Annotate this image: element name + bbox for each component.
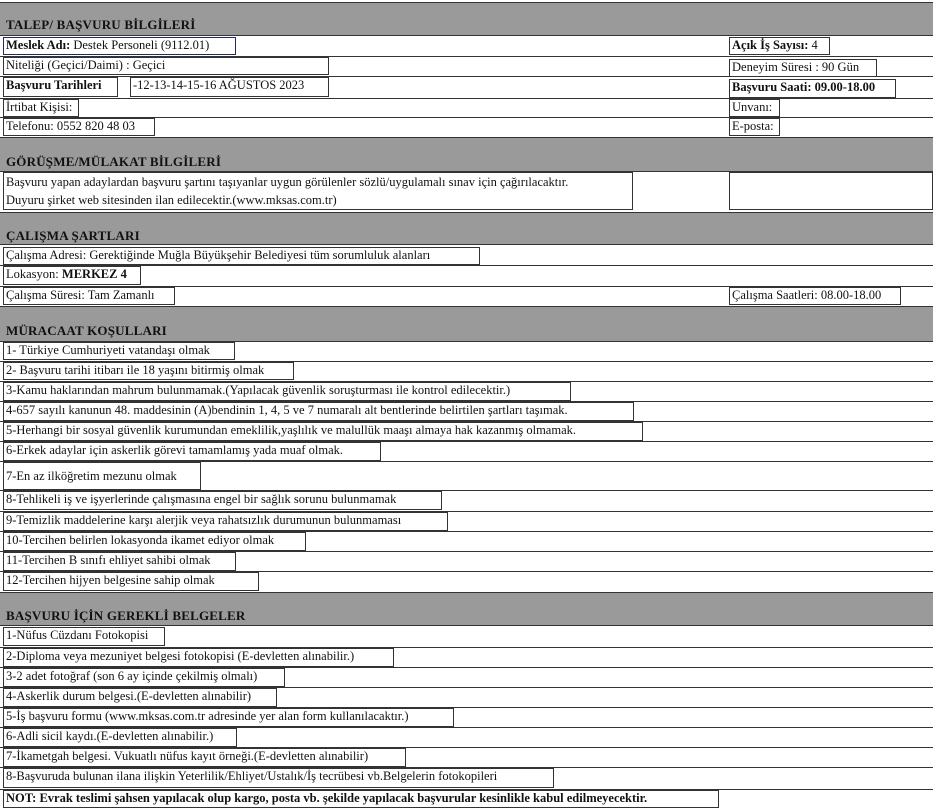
nitelik-field: Niteliği (Geçici/Daimi) : Geçici <box>3 57 329 75</box>
lokasyon-label: Lokasyon: <box>6 267 62 281</box>
table-rule <box>0 56 933 57</box>
irtibat-kisisi-field: İrtibat Kişisi: <box>3 99 79 117</box>
lokasyon-value: MERKEZ 4 <box>61 267 127 281</box>
table-rule <box>0 98 933 99</box>
table-rule <box>0 381 933 382</box>
muracaat-item: 11-Tercihen B sınıfı ehliyet sahibi olmak <box>3 552 236 571</box>
table-rule <box>0 727 933 728</box>
muracaat-item: 3-Kamu haklarından mahrum bulunmamak.(Yapılacak güvenlik soruşturması ile kontrol edilecektir.) <box>3 382 571 401</box>
gorusme-text <box>3 172 633 210</box>
table-rule <box>0 76 933 77</box>
table-rule <box>0 117 933 118</box>
table-rule <box>0 461 933 462</box>
muracaat-item: 2- Başvuru tarihi itibarı ile 18 yaşını bitirmiş olmak <box>3 362 294 380</box>
basvuru-tarihleri-value: -12-13-14-15-16 AĞUSTOS 2023 <box>130 77 329 97</box>
table-rule <box>0 767 933 768</box>
calisma-saatleri-field: Çalışma Saatleri: 08.00-18.00 <box>729 287 901 305</box>
eposta-field: E-posta: <box>729 118 780 136</box>
table-rule <box>0 421 933 422</box>
acik-is-sayisi-value: 4 <box>808 38 818 52</box>
acik-is-sayisi-field <box>729 37 830 55</box>
table-rule <box>0 667 933 668</box>
belge-item: 8-Başvuruda bulunan ilana ilişkin Yeterlilik/Ehliyet/Ustalık/İş tecrübesi vb.Belgelerin fotokopileri <box>3 768 554 788</box>
belge-item: 2-Diploma veya mezuniyet belgesi fotokopisi (E-devletten alınabilir.) <box>3 648 394 667</box>
gorusme-right-cell <box>729 172 933 210</box>
belge-item: 5-İş başvuru formu (www.mksas.com.tr adresinde yer alan form kullanılacaktır.) <box>3 708 454 727</box>
deneyim-suresi-field: Deneyim Süresi : 90 Gün <box>729 59 877 77</box>
table-rule <box>0 551 933 552</box>
muracaat-item: 5-Herhangi bir sosyal güvenlik kurumundan emeklilik,yaşlılık ve malullük maaşı almaya hak kazanmış olmamak. <box>3 422 643 441</box>
table-rule <box>0 265 933 266</box>
calisma-suresi-field: Çalışma Süresi: Tam Zamanlı <box>3 287 175 305</box>
section-title-talep: TALEP/ BAŞVURU BİLGİLERİ <box>6 17 196 32</box>
unvani-field: Unvanı: <box>729 99 780 117</box>
table-rule <box>0 571 933 572</box>
acik-is-sayisi-label: Açık İş Sayısı: <box>732 38 809 52</box>
muracaat-item: 4-657 sayılı kanunun 48. maddesinin (A)bendinin 1, 4, 5 ve 7 numaralı alt bentlerinde belirtilen şartları taşımak. <box>3 402 634 421</box>
section-title-belgeler: BAŞVURU İÇİN GEREKLİ BELGELER <box>6 608 246 623</box>
table-rule <box>0 441 933 442</box>
table-rule <box>0 687 933 688</box>
basvuru-tarihleri-label: Başvuru Tarihleri <box>3 77 118 97</box>
table-rule <box>0 286 933 287</box>
muracaat-item: 8-Tehlikeli iş ve işyerlerinde çalışmasına engel bir sağlık sorunu bulunmamak <box>3 491 442 510</box>
section-title-gorusme: GÖRÜŞME/MÜLAKAT BİLGİLERİ <box>6 154 222 169</box>
muracaat-item: 6-Erkek adaylar için askerlik görevi tamamlamış yada muaf olmak. <box>3 442 381 461</box>
table-rule <box>0 647 933 648</box>
meslek-adi-value: Destek Personeli (9112.01) <box>70 38 210 52</box>
section-band-calisma <box>0 212 933 245</box>
muracaat-item: 9-Temizlik maddelerine karşı alerjik veya rahatsızlık durumunun bulunmaması <box>3 512 448 531</box>
belge-item: 1-Nüfus Cüzdanı Fotokopisi <box>3 627 165 646</box>
muracaat-item: 10-Tercihen belirlen lokasyonda ikamet ediyor olmak <box>3 532 306 551</box>
muracaat-item: 7-En az ilköğretim mezunu olmak <box>3 462 201 490</box>
gorusme-line-1: Başvuru yapan adaylardan başvuru şartını taşıyanlar uygun görülenler sözlü/uygulamalı sınav için çağırılacaktır. <box>6 175 569 189</box>
table-rule <box>0 361 933 362</box>
meslek-adi-label: Meslek Adı: <box>6 38 71 52</box>
muracaat-item: 12-Tercihen hijyen belgesine sahip olmak <box>3 572 259 591</box>
table-rule <box>0 490 933 491</box>
section-title-muracaat: MÜRACAAT KOŞULLARI <box>6 323 167 338</box>
belge-item: 3-2 adet fotoğraf (son 6 ay içinde çekilmiş olmalı) <box>3 668 285 687</box>
lokasyon-field <box>3 266 141 285</box>
not-warning: NOT: Evrak teslimi şahsen yapılacak olup kargo, posta vb. şekilde yapılacak başvurular kesinlikle kabul edilmeyecektir. <box>3 790 719 808</box>
belge-item: 4-Askerlik durum belgesi.(E-devletten alınabilir) <box>3 688 277 707</box>
belge-item: 6-Adli sicil kaydı.(E-devletten alınabilir.) <box>3 728 237 747</box>
muracaat-item: 1- Türkiye Cumhuriyeti vatandaşı olmak <box>3 342 235 360</box>
basvuru-saati-field: Başvuru Saati: 09.00-18.00 <box>729 79 896 98</box>
table-rule <box>0 401 933 402</box>
table-rule <box>0 511 933 512</box>
table-rule <box>0 707 933 708</box>
gorusme-line-2: Duyuru şirket web sitesinden ilan edilecektir.(www.mksas.com.tr) <box>6 193 337 207</box>
belge-item: 7-İkametgah belgesi. Vukuatlı nüfus kayıt örneği.(E-devletten alınabilir) <box>3 748 406 767</box>
calisma-adresi-field: Çalışma Adresi: Gerektiğinde Muğla Büyükşehir Belediyesi tüm sorumluluk alanları <box>3 247 480 265</box>
meslek-adi-field <box>3 37 236 55</box>
table-rule <box>0 747 933 748</box>
table-rule <box>0 531 933 532</box>
section-title-calisma: ÇALIŞMA ŞARTLARI <box>6 228 140 243</box>
telefon-field: Telefonu: 0552 820 48 03 <box>3 118 155 136</box>
